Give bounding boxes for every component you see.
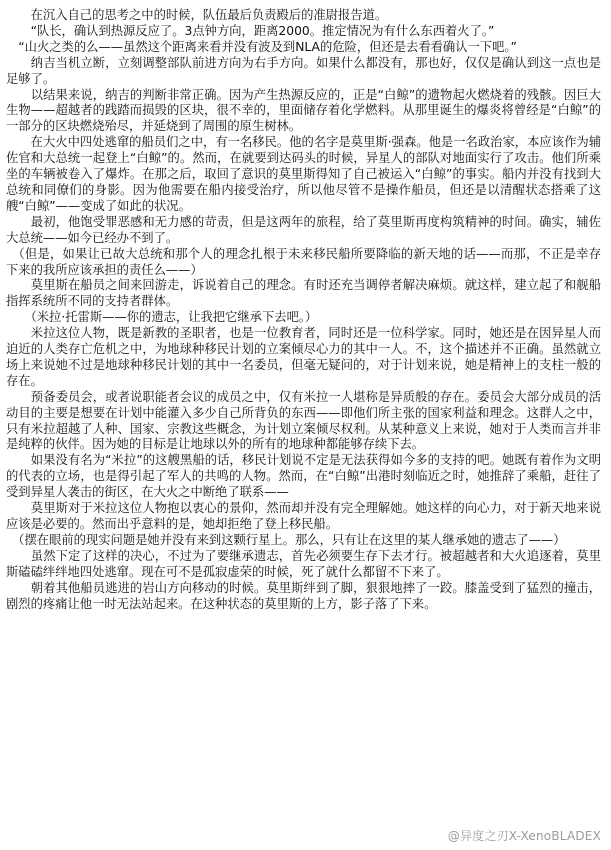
paragraph-6: 在大火中四处逃窜的船员们之中，有一名移民。他的名字是莫里斯·强森。他是一名政治家，本应该作为辅佐官和大总统一起登上“白鲸”的。然而，在就要到达码头的时候，异星人的部队对地面实行了攻击。他们所乘坐的车辆被卷入了爆炸。在那之后，取回了意识的莫里斯得知了自己被运入“白鲸”的事实。船内并没有找到大总统和同僚们的身影。因为他需要在船内接受治疗，所以他尽管不是操作船员，但还是以清醒状态搭乘了这艘“白鲸”——变成了如此的状况。 <box>6 135 601 213</box>
paragraph-16: 虽然下定了这样的决心，不过为了要继承遗志，首先必须要生存下去才行。被超越者和大火追逐着，莫里斯磕磕绊绊地四处逃窜。现在可不是孤寂虚荣的时候，死了就什么都留不下来了。 <box>6 548 601 579</box>
paragraph-3: “山火之类的么——虽然这个距离来看并没有波及到NLA的危险，但还是去看看确认一下吧。” <box>6 39 517 54</box>
paragraph-8: （但是，如果让已故大总统和那个人的理念扎根于未来移民船所要降临的新天地的话——而那，不正是幸存下来的我所应该承担的责任么——） <box>6 246 601 277</box>
paragraph-10: （米拉·托雷斯——你的遗志，让我把它继承下去吧。） <box>6 310 318 325</box>
paragraph-15: （摆在眼前的现实问题是她并没有来到这颗行星上。那么，只有让在这里的某人继承她的遗志了——） <box>6 532 566 547</box>
watermark: @异度之刃X-XenoBLADEX <box>447 829 601 843</box>
paragraph-11: 米拉这位人物，既是新教的圣职者，也是一位教育者，同时还是一位科学家。同时，她还是在因异星人而迫近的人类存亡危机之中，为地球种移民计划的立案倾尽心力的其中一人。不，这个描述并不正确。虽然就立场上来说她不过是地球种移民计划的其中一名委员，但毫无疑问的，对于计划来说，她是精神上的支柱一般的存在。 <box>6 326 601 388</box>
paragraph-4: 纳吉当机立断，立刻调整部队前进方向为右手方向。如果什么都没有，那也好，仅仅是确认到这一点也是足够了。 <box>6 55 601 86</box>
paragraph-1: 在沉入自己的思考之中的时候，队伍最后负责殿后的准尉报告道。 <box>6 8 388 22</box>
paragraph-17: 朝着其他船员逃进的岩山方向移动的时候。莫里斯绊到了脚，狠狠地摔了一跤。膝盖受到了猛烈的撞击，剧烈的疼痛让他一时无法站起来。在这种状态的莫里斯的上方，影子落了下来。 <box>6 580 601 611</box>
paragraph-12: 预备委员会，或者说职能者会议的成员之中，仅有米拉一人堪称是异质般的存在。委员会大部分成员的活动目的主要是想要在计划中能灌入多少自己所背负的东西——即他们所主张的国家利益和理念。这群人之中，只有米拉超越了人种、国家、宗教这些概念，为计划立案倾尽权利。从某种意义上来说，她对于人类而言并非是纯粹的伙伴。因为她的目标是让地球以外的所有的地球种都能够存续下去。 <box>6 389 601 452</box>
paragraph-7: 最初，他饱受罪恶感和无力感的苛责，但是这两年的旅程，给了莫里斯再度构筑精神的时间。确实，辅佐大总统——如今已经办不到了。 <box>6 214 601 245</box>
paragraph-14: 莫里斯对于米拉这位人物抱以衷心的景仰，然而却并没有完全理解她。她这样的向心力，对于新天地来说应该是必要的。然而出乎意料的是，她却拒绝了登上移民船。 <box>6 501 601 531</box>
paragraph-9: 莫里斯在船员之间来回游走，诉说着自己的理念。有时还充当调停者解决麻烦。就这样，建立起了和舰船指挥系统所不同的支持者群体。 <box>6 278 601 309</box>
document-page <box>6 8 601 612</box>
paragraph-2: “队长，确认到热源反应了。3点钟方向，距离2000。推定情况为有什么东西着火了。” <box>6 23 495 38</box>
paragraph-5: 以结果来说，纳吉的判断非常正确。因为产生热源反应的，正是“白鲸”的遗物起火燃烧着的残骸。因巨大生物——超越者的践踏而损毁的区块，很不幸的，里面储存着化学燃料。从那里诞生的爆炎将曾经是“白鲸”的一部分的区块燃烧殆尽，并延烧到了周围的原生树林。 <box>6 87 601 134</box>
paragraph-13: 如果没有名为“米拉”的这艘黑船的话，移民计划说不定是无法获得如今多的支持的吧。她既有着作为文明的代表的立场，也是得引起了军人的共鸣的人物。然而，在“白鲸”出港时刻临近之时，她推辞了乘船，赶往了受到异星人袭击的街区，在大火之中断绝了联系—— <box>6 453 601 500</box>
